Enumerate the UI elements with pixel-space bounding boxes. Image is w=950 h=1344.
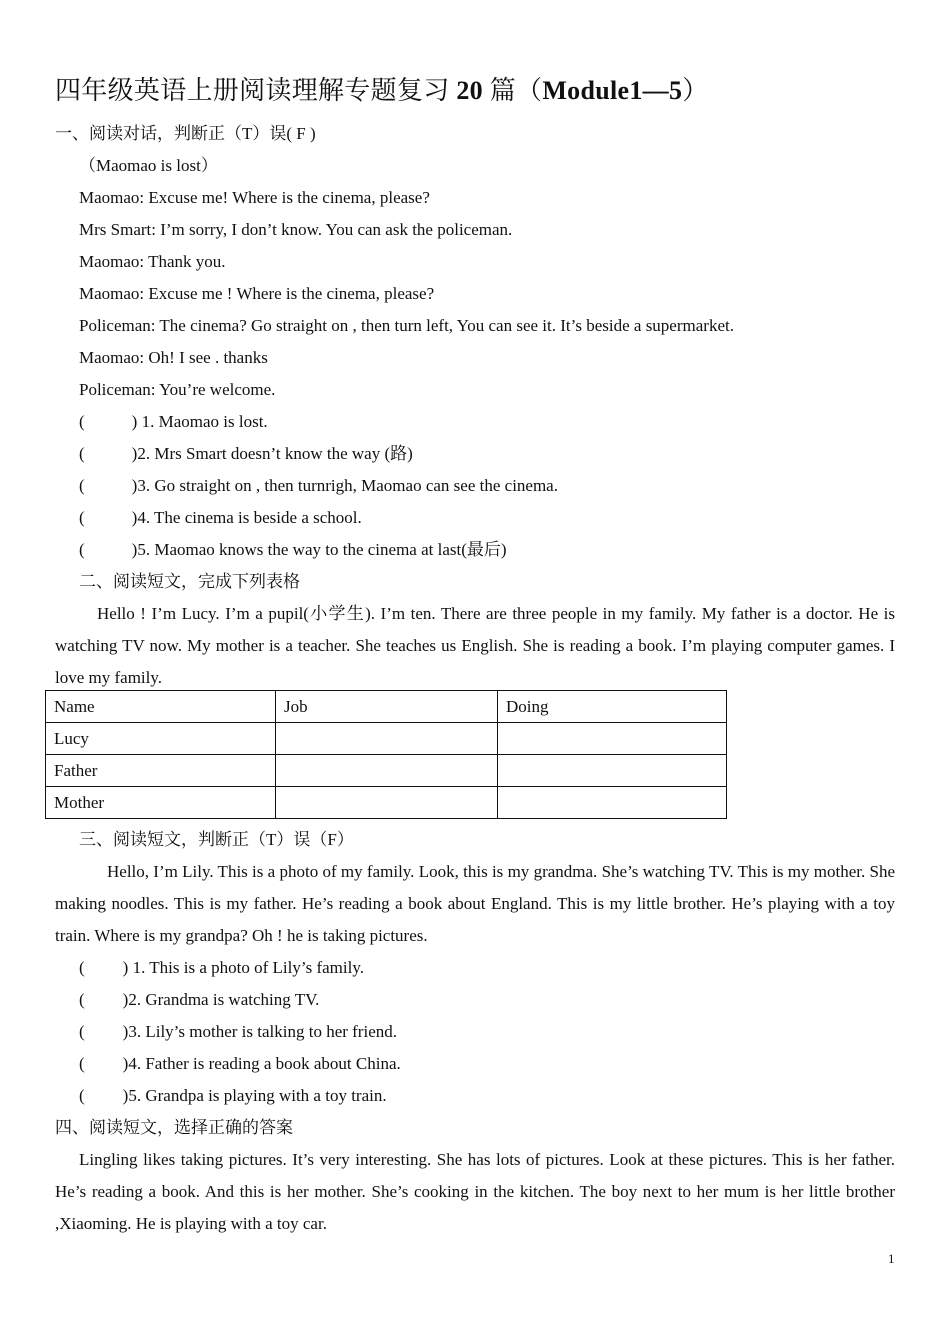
table-header-row xyxy=(46,691,727,723)
table-header-cell: Name xyxy=(46,691,276,723)
question-item: ( )3. Go straight on , then turnrigh, Maomao can see the cinema. xyxy=(79,476,558,495)
info-table xyxy=(45,690,727,819)
question-item: ( )5. Maomao knows the way to the cinema at last(最后) xyxy=(79,540,507,559)
dialogue-line: Maomao: Oh! I see . thanks xyxy=(79,348,268,367)
question-item: ( )2. Grandma is watching TV. xyxy=(79,990,320,1009)
dialogue-line: Policeman: You’re welcome. xyxy=(79,380,276,399)
question-item: ( ) 1. Maomao is lost. xyxy=(79,412,268,431)
question-item: ( )4. Father is reading a book about China. xyxy=(79,1054,401,1073)
table-row xyxy=(46,723,727,755)
table-row xyxy=(46,787,727,819)
table-row xyxy=(46,755,727,787)
dialogue-line: Maomao: Thank you. xyxy=(79,252,226,271)
dialogue-subtitle: （Maomao is lost） xyxy=(79,156,218,175)
question-item: ( )5. Grandpa is playing with a toy train. xyxy=(79,1086,387,1105)
page-title: 四年级英语上册阅读理解专题复习 20 篇（Module1—5） xyxy=(55,76,709,105)
dialogue-line: Mrs Smart: I’m sorry, I don’t know. You can ask the policeman. xyxy=(79,220,513,239)
table-cell: Mother xyxy=(46,787,276,819)
question-item: ( )4. The cinema is beside a school. xyxy=(79,508,362,527)
table-cell-blank[interactable] xyxy=(498,723,727,755)
section2-heading: 二、阅读短文，完成下列表格 xyxy=(79,572,300,591)
table-cell: Father xyxy=(46,755,276,787)
dialogue-line: Maomao: Excuse me! Where is the cinema, please? xyxy=(79,188,430,207)
table-cell: Lucy xyxy=(46,723,276,755)
page-number: 1 xyxy=(888,1251,895,1266)
section1-heading: 一、阅读对话，判断正（T）误( F ) xyxy=(55,124,316,143)
table-cell-blank[interactable] xyxy=(498,787,727,819)
section3-heading: 三、阅读短文，判断正（T）误（F） xyxy=(79,830,354,849)
table-header-cell: Job xyxy=(276,691,498,723)
dialogue-line: Maomao: Excuse me ! Where is the cinema, please? xyxy=(79,284,435,303)
table-cell-blank[interactable] xyxy=(276,755,498,787)
section4-passage: Lingling likes taking pictures. It’s very interesting. She has lots of pictures. Look at these pictures. This is her father. He’s reading a book. And this is her mother. She’s cooking in the kitchen. The boy next to her mum is her little brother ,Xiaoming. He is playing with a toy car. xyxy=(55,1150,895,1233)
section3-passage: Hello, I’m Lily. This is a photo of my family. Look, this is my grandma. She’s watching TV. This is my mother. She making noodles. This is my father. He’s reading a book about England. This is my little brother. He’s playing with a toy train. Where is my grandpa? Oh ! he is taking pictures. xyxy=(55,862,895,945)
question-item: ( )2. Mrs Smart doesn’t know the way (路) xyxy=(79,444,413,463)
section4-heading: 四、阅读短文，选择正确的答案 xyxy=(55,1118,293,1137)
section2-passage: Hello ! I’m Lucy. I’m a pupil(小学生). I’m ten. There are three people in my family. My father is a doctor. He is watching TV now. My mother is a teacher. She teaches us English. She is reading a book. I’m playing computer games. I love my family. xyxy=(55,604,895,687)
question-item: ( )3. Lily’s mother is talking to her friend. xyxy=(79,1022,397,1041)
table-cell-blank[interactable] xyxy=(276,723,498,755)
table-cell-blank[interactable] xyxy=(498,755,727,787)
question-item: ( ) 1. This is a photo of Lily’s family. xyxy=(79,958,364,977)
dialogue-line: Policeman: The cinema? Go straight on , then turn left, You can see it. It’s beside a supermarket. xyxy=(79,316,734,335)
table-header-cell: Doing xyxy=(498,691,727,723)
table-cell-blank[interactable] xyxy=(276,787,498,819)
